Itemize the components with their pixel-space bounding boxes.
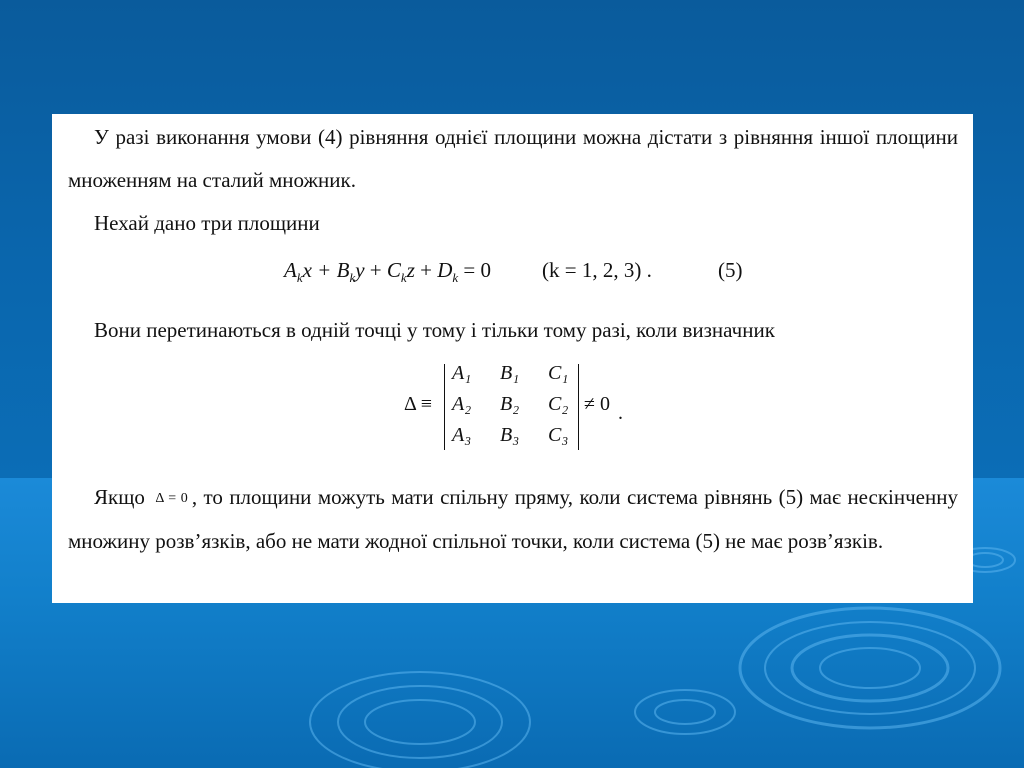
equation-number: (5) [718,258,743,282]
paragraph-condition-4: У разі виконання умови (4) рівняння однієї площини можна дістати з рівняння іншої площини множенням на сталий множник. [68,125,958,192]
ripple-ring [635,690,735,734]
paragraph-intersection: Вони перетинаються в одній точці у тому і тільки тому разі, коли визначник [94,318,775,342]
equation-5-expression: $A_kx + B_ky + C_kz + D_k = 0$ [284,258,492,286]
ripple-ring [365,700,475,744]
determinant-period: . [618,402,623,424]
determinant-rhs: ≠ 0 [584,393,610,415]
matrix-cell: C₃ [548,424,569,446]
paragraph-three-planes: Нехай дано три площини [94,211,320,235]
matrix-cell: A₂ [452,393,472,415]
ripple-ring [655,700,715,724]
inline-delta-condition: Δ = 0 [155,491,188,506]
matrix-cell: B₃ [500,424,520,446]
slide-content-card [52,114,973,603]
equation-5 [284,258,744,298]
determinant-right-bar [578,364,579,450]
determinant-equation [404,362,654,454]
matrix-cell: C₂ [548,393,569,415]
matrix-cell: A₁ [452,362,472,384]
matrix-cell: B₂ [500,393,520,415]
ripple-ring [820,648,920,688]
determinant-left-bar [444,364,445,450]
ripple-ring [338,686,502,758]
equation-5-range: (k = 1, 2, 3) . [542,258,652,282]
matrix-cell: A₃ [452,424,472,446]
matrix-cell: C₁ [548,362,569,384]
paragraph-delta-zero: Якщо Δ = 0 , то площини можуть мати спільну пряму, коли система рівнянь (5) має нескінченну множину розв’язків, або не мати жодної спільної точки, коли система (5) не має розв’язків. [68,485,958,553]
determinant-lhs: Δ ≡ [404,393,433,415]
matrix-cell: B₁ [500,362,520,384]
ripple-ring [792,635,948,701]
ripple-ring [740,608,1000,728]
